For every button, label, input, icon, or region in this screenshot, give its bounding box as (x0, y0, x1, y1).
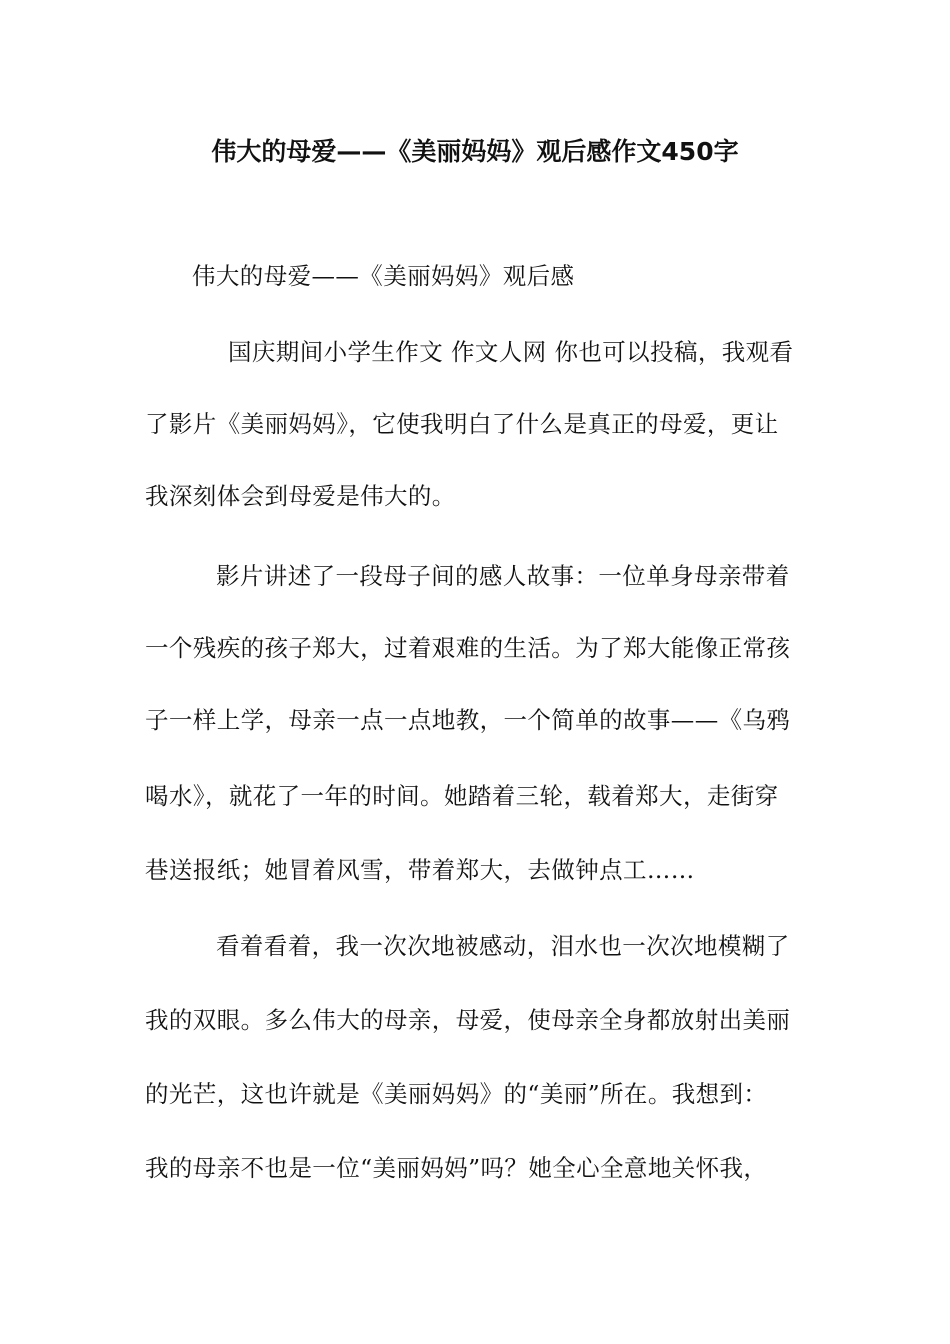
paragraph-line: 看着看着，我一次次地被感动，泪水也一次次地模糊了 (216, 932, 790, 960)
paragraph-line: 影片讲述了一段母子间的感人故事：一位单身母亲带着 (216, 562, 790, 590)
paragraph-line: 我的双眼。多么伟大的母亲，母爱，使母亲全身都放射出美丽 (145, 1006, 791, 1034)
paragraph-line: 了影片《美丽妈妈》，它使我明白了什么是真正的母爱，更让 (145, 410, 779, 438)
paragraph-line: 一个残疾的孩子郑大，过着艰难的生活。为了郑大能像正常孩 (145, 634, 791, 662)
paragraph-line: 子一样上学，母亲一点一点地教，一个简单的故事——《乌鸦 (145, 706, 791, 734)
paragraph-line: 我的母亲不也是一位“美丽妈妈”吗？她全心全意地关怀我， (145, 1154, 768, 1182)
paragraph-line: 的光芒，这也许就是《美丽妈妈》的“美丽”所在。我想到： (145, 1080, 768, 1108)
paragraph-line: 国庆期间小学生作文 作文人网 你也可以投稿，我观看 (228, 338, 794, 366)
document-title: 伟大的母爱——《美丽妈妈》观后感作文450字 (211, 137, 739, 166)
document-subtitle: 伟大的母爱——《美丽妈妈》观后感 (192, 262, 575, 290)
paragraph-line: 我深刻体会到母爱是伟大的。 (145, 482, 456, 510)
paragraph-line: 喝水》，就花了一年的时间。她踏着三轮，载着郑大，走街穿 (145, 782, 779, 810)
paragraph-line: 巷送报纸；她冒着风雪，带着郑大，去做钟点工…… (145, 856, 695, 884)
